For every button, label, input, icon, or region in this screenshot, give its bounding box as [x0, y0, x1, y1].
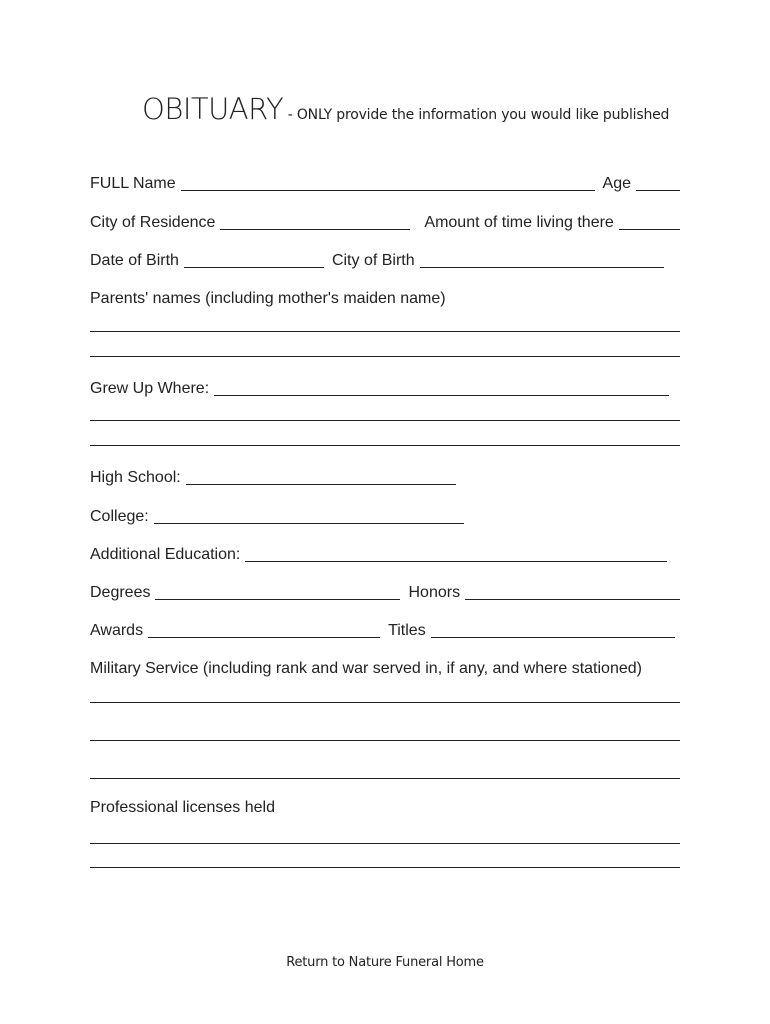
- age-label: Age: [602, 175, 631, 192]
- time-living-there-blank[interactable]: [619, 229, 680, 230]
- age-blank[interactable]: [636, 190, 680, 191]
- honors-blank[interactable]: [465, 599, 680, 600]
- awards-row: [90, 617, 680, 641]
- high-school-blank[interactable]: [186, 484, 456, 485]
- city-of-residence-label: City of Residence: [90, 214, 216, 231]
- military-blank-3[interactable]: [90, 778, 680, 779]
- awards-label: Awards: [90, 622, 144, 639]
- military-blank-2[interactable]: [90, 740, 680, 741]
- title-subtitle: - ONLY provide the information you would like published: [287, 107, 670, 123]
- degrees-label: Degrees: [90, 584, 151, 601]
- city-of-birth-blank[interactable]: [420, 267, 664, 268]
- additional-education-row: [90, 541, 680, 565]
- city-of-birth-label: City of Birth: [331, 252, 415, 269]
- grew-up-blank-3[interactable]: [90, 445, 680, 446]
- date-of-birth-blank[interactable]: [184, 267, 324, 268]
- grew-up-label: Grew Up Where:: [90, 380, 210, 397]
- parents-blank-2[interactable]: [90, 356, 680, 357]
- grew-up-row: [90, 375, 680, 399]
- licenses-label: Professional licenses held: [90, 799, 275, 816]
- honors-label: Honors: [408, 584, 461, 601]
- full-name-row: [90, 170, 680, 194]
- city-of-residence-blank[interactable]: [220, 229, 410, 230]
- birth-row: [90, 247, 680, 271]
- military-label: Military Service (including rank and war served in, if any, and where stationed): [90, 660, 642, 677]
- college-blank[interactable]: [154, 523, 464, 524]
- grew-up-blank-2[interactable]: [90, 420, 680, 421]
- titles-blank[interactable]: [431, 637, 675, 638]
- full-name-label: FULL Name: [90, 175, 176, 192]
- licenses-blank-2[interactable]: [90, 867, 680, 868]
- page-title: [142, 92, 669, 126]
- residence-row: [90, 209, 680, 233]
- awards-blank[interactable]: [148, 637, 380, 638]
- additional-education-label: Additional Education:: [90, 546, 241, 563]
- military-blank-1[interactable]: [90, 702, 680, 703]
- parents-label: Parents' names (including mother's maiden name): [90, 290, 446, 307]
- date-of-birth-label: Date of Birth: [90, 252, 179, 269]
- titles-label: Titles: [388, 622, 426, 639]
- degrees-row: [90, 579, 680, 603]
- full-name-blank[interactable]: [181, 190, 595, 191]
- college-row: [90, 503, 680, 527]
- grew-up-blank[interactable]: [214, 395, 669, 396]
- additional-education-blank[interactable]: [245, 561, 667, 562]
- college-label: College:: [90, 508, 149, 525]
- degrees-blank[interactable]: [155, 599, 400, 600]
- high-school-label: High School:: [90, 469, 181, 486]
- footer-funeral-home: Return to Nature Funeral Home: [286, 955, 484, 970]
- parents-blank-1[interactable]: [90, 331, 680, 332]
- high-school-row: [90, 464, 680, 488]
- title-main: OBITUARY: [142, 92, 284, 126]
- licenses-blank-1[interactable]: [90, 843, 680, 844]
- time-living-there-label: Amount of time living there: [424, 214, 614, 231]
